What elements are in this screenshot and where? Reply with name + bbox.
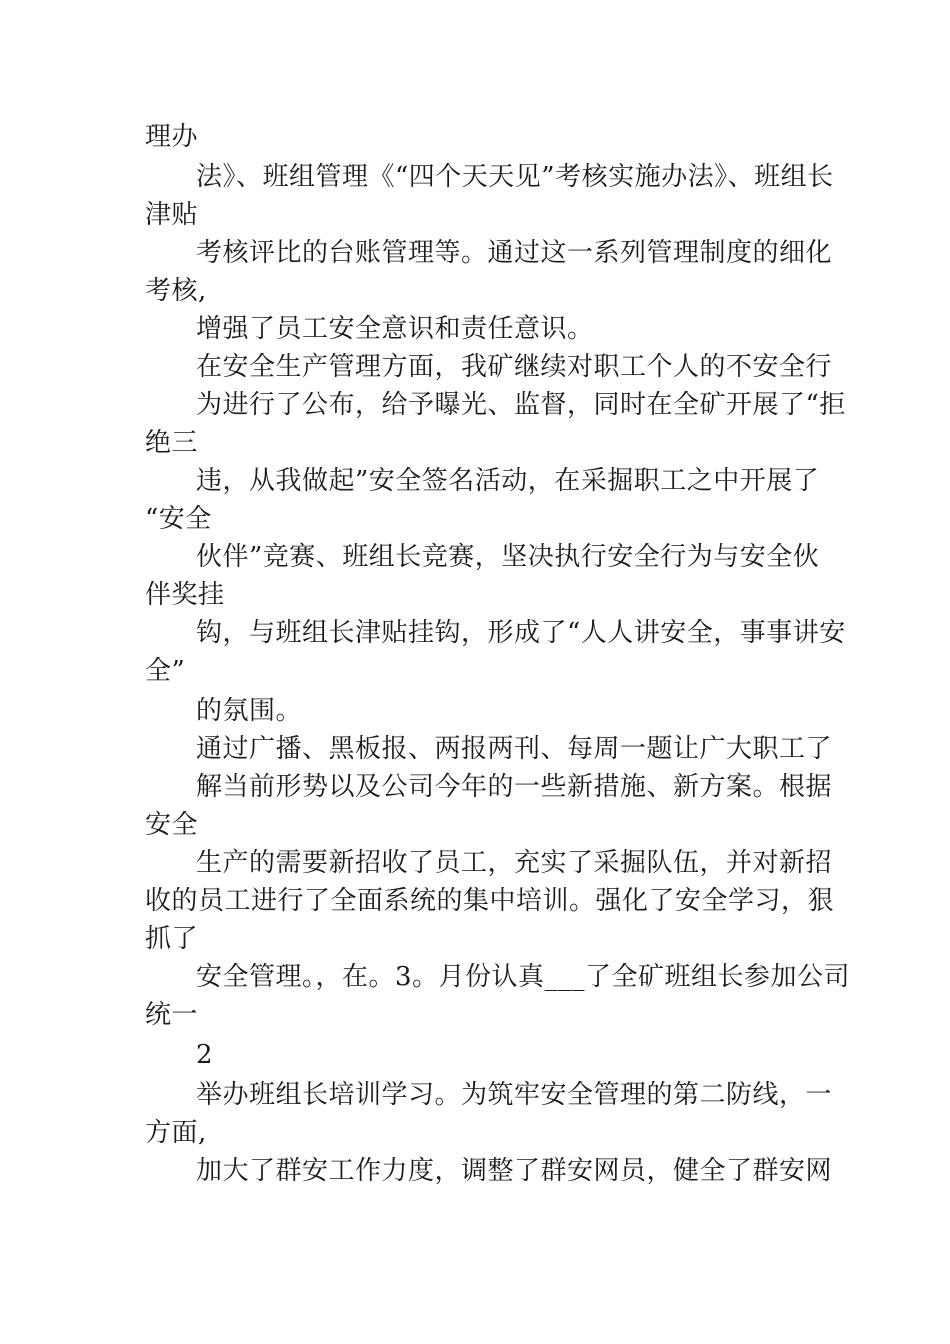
text-line: 伙伴”竞赛、班组长竞赛，坚决执行安全行为与安全伙 (196, 542, 820, 572)
text-line: 通过广播、黑板报、两报两刊、每周一题让广大职工了 (196, 734, 833, 764)
text-line: 收的员工进行了全面系统的集中培训。强化了安全学习，狠 (145, 886, 835, 916)
text-line: 理办 (145, 122, 199, 152)
text-line: “安全 (145, 504, 212, 534)
text-line: 方面, (145, 1118, 207, 1148)
text-line: 抓了 (145, 924, 199, 954)
text-line: 增强了员工安全意识和责任意识。 (196, 314, 594, 344)
text-line: 的氛围。 (196, 696, 303, 726)
text-line: 为进行了公布，给予曝光、监督，同时在全矿开展了“拒 (196, 390, 846, 420)
text-line: 违，从我做起”安全签名活动，在采掘职工之中开展了 (196, 466, 820, 496)
text-line: 伴奖挂 (145, 580, 225, 610)
text-line: 解当前形势以及公司今年的一些新措施、新方案。根据 (196, 772, 833, 802)
text-line: 安全管理。，在。3。月份认真___了全矿班组长参加公司 (196, 962, 851, 992)
text-line: 考核, (145, 276, 207, 306)
text-line: 津贴 (145, 200, 199, 230)
text-line: 统一 (145, 1000, 199, 1030)
text-line: 考核评比的台账管理等。通过这一系列管理制度的细化 (196, 238, 833, 268)
text-line: 安全 (145, 810, 199, 840)
text-line: 在安全生产管理方面，我矿继续对职工个人的不安全行 (196, 352, 833, 382)
text-line: 生产的需要新招收了员工，充实了采掘队伍，并对新招 (196, 848, 833, 878)
text-line: 全” (145, 656, 186, 686)
text-line: 加大了群安工作力度，调整了群安网员，健全了群安网 (196, 1156, 833, 1186)
text-line: 绝三 (145, 428, 199, 458)
page-number: 2 (196, 1040, 214, 1070)
text-line: 法》、班组管理《“四个天天见”考核实施办法》、班组长 (196, 162, 834, 192)
text-line: 举办班组长培训学习。为筑牢安全管理的第二防线，一 (196, 1080, 833, 1110)
text-line: 钩，与班组长津贴挂钩，形成了“人人讲安全，事事讲安 (196, 618, 846, 648)
